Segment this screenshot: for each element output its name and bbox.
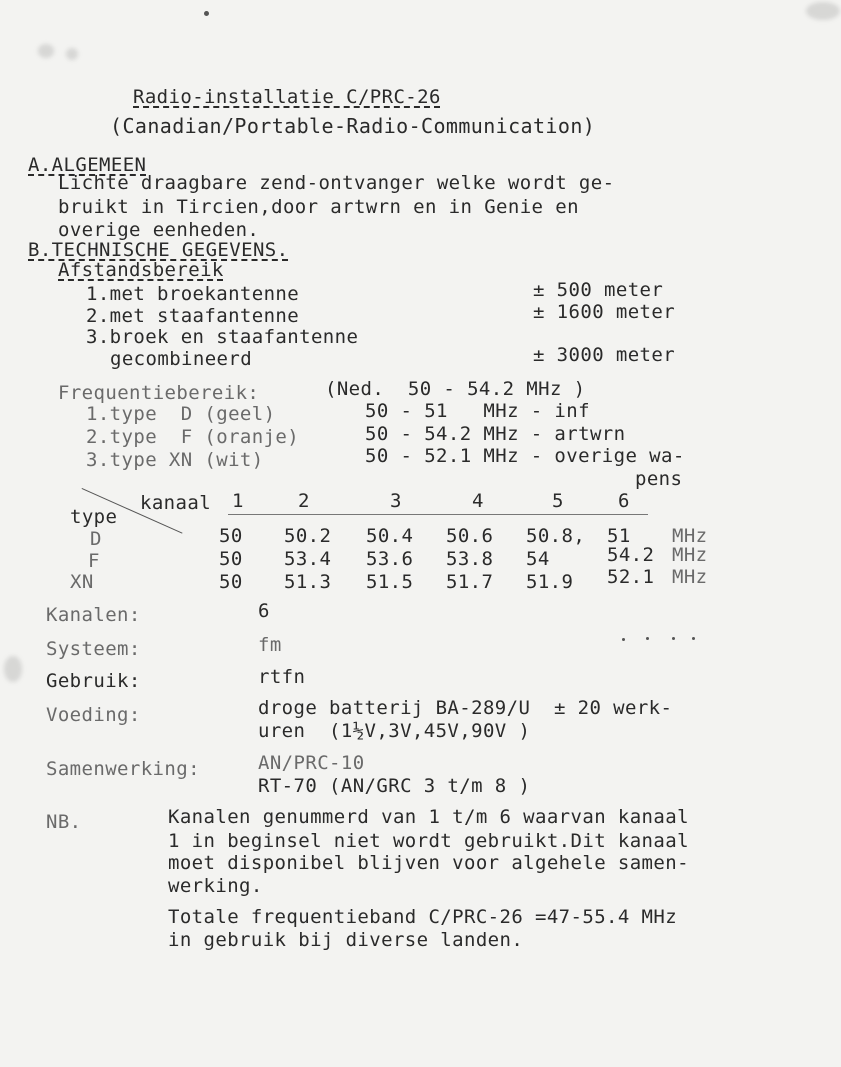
spec-value: AN/PRC-10 bbox=[258, 752, 365, 774]
section-a-heading: A.ALGEMEEN bbox=[28, 154, 147, 176]
table-cell: 50 bbox=[219, 525, 243, 547]
spec-value: droge batterij BA-289/U ± 20 werk- bbox=[258, 697, 673, 719]
ink-speck bbox=[646, 637, 649, 640]
document-title: Radio-installatie C/PRC-26 bbox=[133, 86, 441, 108]
table-cell: 51 bbox=[607, 525, 631, 547]
table-cell: 53.8 bbox=[446, 548, 494, 570]
table-cell: 50 bbox=[219, 548, 243, 570]
document-subtitle: (Canadian/Portable-Radio-Communication) bbox=[110, 114, 596, 138]
spec-label-systeem: Systeem: bbox=[46, 638, 141, 660]
table-cell: 50 bbox=[219, 571, 243, 593]
table-cell: 50.4 bbox=[366, 525, 414, 547]
freq-label: Frequentiebereik: bbox=[58, 382, 260, 404]
freq-wrap: pens bbox=[635, 468, 683, 490]
spec-label-voeding: Voeding: bbox=[46, 704, 141, 726]
table-cell: 54.2 bbox=[607, 544, 655, 566]
spec-label-gebruik: Gebruik: bbox=[46, 670, 141, 692]
table-cell: 53.6 bbox=[366, 548, 414, 570]
freq-range: 50 - 52.1 MHz - overige wa- bbox=[365, 445, 685, 467]
spec-value: 6 bbox=[258, 600, 270, 622]
smudge bbox=[38, 44, 54, 58]
table-row-type: D bbox=[90, 528, 102, 550]
table-cell: 52.1 bbox=[607, 566, 655, 588]
range-value: ± 1600 meter bbox=[533, 301, 676, 323]
spec-value: fm bbox=[258, 634, 282, 656]
ink-speck bbox=[204, 11, 209, 16]
note-line: moet disponibel blijven voor algehele samen- bbox=[168, 852, 689, 874]
table-unit: MHz bbox=[672, 525, 708, 547]
range-value: ± 500 meter bbox=[533, 279, 664, 301]
table-cell: 50.2 bbox=[284, 525, 332, 547]
freq-note: (Ned. 50 - 54.2 MHz ) bbox=[325, 378, 586, 400]
range-item: 1.met broekantenne bbox=[86, 283, 300, 305]
note-line: 1 in beginsel niet wordt gebruikt.Dit kanaal bbox=[168, 830, 689, 852]
section-a-line: overige eenheden. bbox=[58, 219, 260, 241]
table-corner-type: type bbox=[70, 506, 118, 528]
freq-range: 50 - 54.2 MHz - artwrn bbox=[365, 423, 626, 445]
table-cell: 54 bbox=[526, 548, 550, 570]
channel-number: 4 bbox=[472, 490, 484, 512]
ink-speck bbox=[692, 637, 695, 640]
spec-value: uren (1½V,3V,45V,90V ) bbox=[258, 720, 531, 742]
table-row-type: F bbox=[88, 550, 100, 572]
note-line: Kanalen genummerd van 1 t/m 6 waarvan kanaal bbox=[168, 806, 689, 828]
channel-number: 2 bbox=[298, 490, 310, 512]
table-cell: 50.6 bbox=[446, 525, 494, 547]
channel-number: 3 bbox=[390, 490, 402, 512]
section-b-heading: B.TECHNISCHE GEGEVENS. bbox=[28, 239, 289, 261]
note-line: Totale frequentieband C/PRC-26 =47-55.4 MHz bbox=[168, 906, 678, 928]
smudge bbox=[4, 656, 22, 682]
table-unit: MHz bbox=[672, 544, 708, 566]
table-cell: 53.4 bbox=[284, 548, 332, 570]
freq-type: 1.type D (geel) bbox=[86, 403, 276, 425]
spec-value: rtfn bbox=[258, 666, 306, 688]
table-row-type: XN bbox=[70, 571, 94, 593]
table-corner-kanaal: kanaal bbox=[140, 492, 212, 514]
table-cell: 51.5 bbox=[366, 571, 414, 593]
range-item: gecombineerd bbox=[110, 348, 253, 370]
spec-label-kanalen: Kanalen: bbox=[46, 604, 141, 626]
range-item: 2.met staafantenne bbox=[86, 305, 300, 327]
range-item: 3.broek en staafantenne bbox=[86, 326, 359, 348]
freq-range: 50 - 51 MHz - inf bbox=[365, 400, 590, 422]
table-cell: 51.3 bbox=[284, 571, 332, 593]
channel-number: 5 bbox=[552, 490, 564, 512]
section-a-line: bruikt in Tircien,door artwrn en in Genie en bbox=[58, 196, 579, 218]
smudge bbox=[806, 2, 840, 20]
freq-type: 3.type XN (wit) bbox=[86, 449, 264, 471]
range-heading: Afstandsbereik bbox=[58, 259, 224, 281]
note-label: NB. bbox=[46, 811, 82, 833]
note-line: werking. bbox=[168, 875, 263, 897]
smudge bbox=[66, 48, 78, 60]
ink-speck bbox=[622, 638, 625, 641]
section-a-line: Lichte draagbare zend-ontvanger welke wordt ge- bbox=[58, 172, 615, 194]
channel-number: 1 bbox=[232, 490, 244, 512]
freq-type: 2.type F (oranje) bbox=[86, 426, 300, 448]
table-cell: 51.7 bbox=[446, 571, 494, 593]
table-cell: 50.8, bbox=[526, 525, 586, 547]
table-unit: MHz bbox=[672, 566, 708, 588]
channel-number: 6 bbox=[618, 490, 630, 512]
table-header-rule bbox=[228, 514, 648, 515]
spec-label-samenwerking: Samenwerking: bbox=[46, 758, 200, 780]
note-line: in gebruik bij diverse landen. bbox=[168, 929, 524, 951]
table-cell: 51.9 bbox=[526, 571, 574, 593]
spec-value: RT-70 (AN/GRC 3 t/m 8 ) bbox=[258, 775, 531, 797]
range-value: ± 3000 meter bbox=[533, 344, 676, 366]
ink-speck bbox=[672, 637, 675, 640]
